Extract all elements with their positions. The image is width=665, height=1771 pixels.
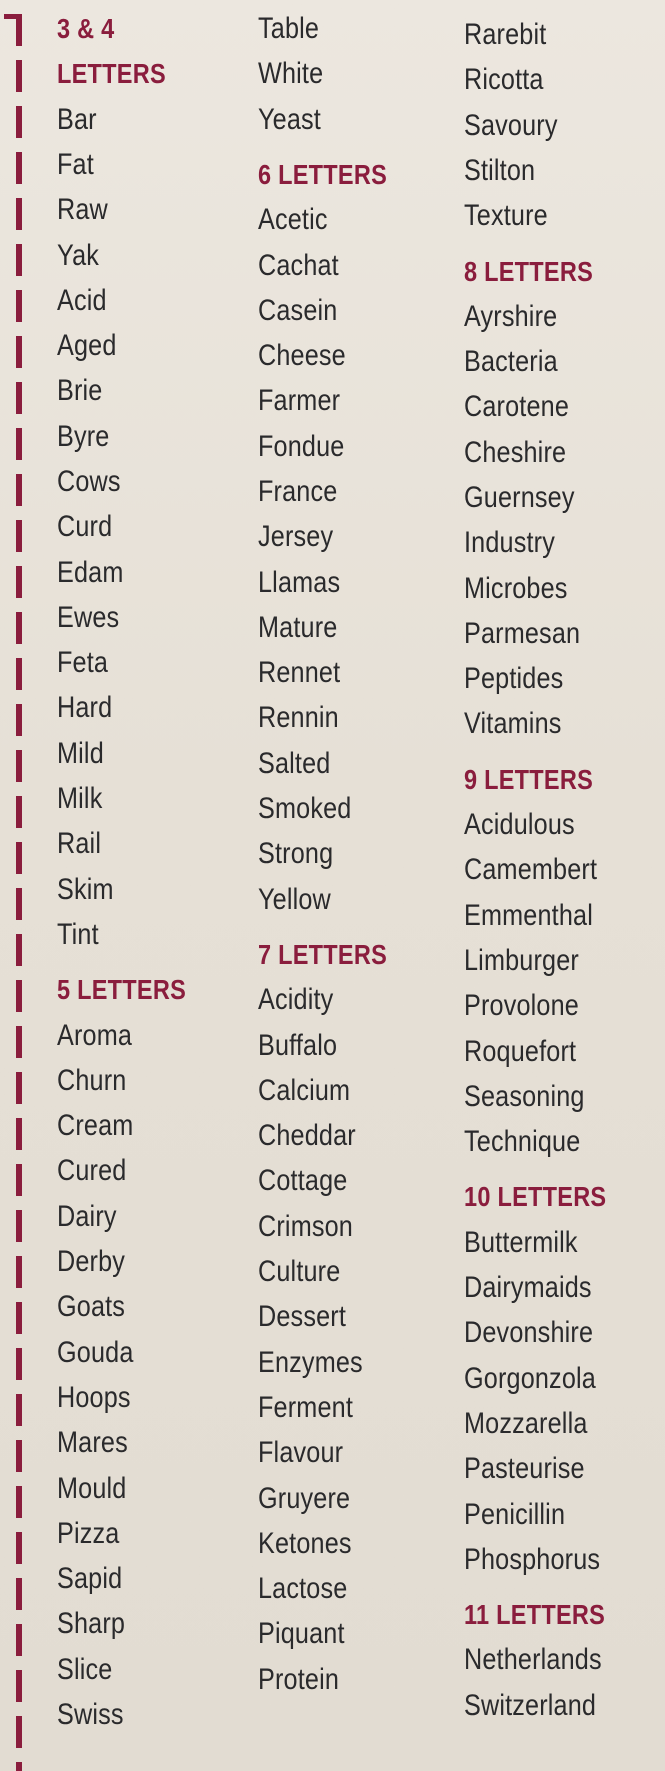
word-item: Bar — [57, 103, 97, 136]
word-item: Lactose — [258, 1572, 348, 1605]
word-item: Acetic — [258, 203, 328, 236]
word-item: Cottage — [258, 1164, 348, 1197]
word-item: Cheddar — [258, 1119, 356, 1152]
word-item: Aroma — [57, 1019, 133, 1052]
word-item: Hard — [57, 691, 113, 724]
word-item: Fondue — [258, 430, 345, 463]
word-item: Switzerland — [464, 1689, 597, 1722]
word-item: Penicillin — [464, 1498, 566, 1531]
section-heading: 8 LETTERS — [464, 256, 594, 287]
word-item: Carotene — [464, 390, 570, 423]
section-heading: 6 LETTERS — [258, 159, 388, 190]
section-heading: 7 LETTERS — [258, 939, 388, 970]
word-item: Aged — [57, 329, 117, 362]
word-item: Acid — [57, 284, 107, 317]
word-item: Guernsey — [464, 481, 575, 514]
word-item: Bacteria — [464, 345, 558, 378]
word-item: Crimson — [258, 1210, 353, 1243]
word-item: Rennin — [258, 701, 339, 734]
word-item: Ayrshire — [464, 300, 558, 333]
word-item: Ricotta — [464, 63, 544, 96]
word-item: Parmesan — [464, 617, 581, 650]
word-item: Hoops — [57, 1381, 131, 1414]
word-item: Ketones — [258, 1527, 352, 1560]
word-item: Farmer — [258, 384, 341, 417]
word-item: Devonshire — [464, 1316, 594, 1349]
word-item: Strong — [258, 837, 334, 870]
word-item: Provolone — [464, 989, 579, 1022]
word-item: Byre — [57, 420, 110, 453]
word-item: Phosphorus — [464, 1543, 601, 1576]
word-item: Mould — [57, 1472, 127, 1505]
word-item: Vitamins — [464, 707, 562, 740]
word-item: Mild — [57, 737, 104, 770]
word-item: Savoury — [464, 109, 558, 142]
word-item: Milk — [57, 782, 103, 815]
word-item: Roquefort — [464, 1035, 577, 1068]
word-item: Llamas — [258, 566, 341, 599]
word-item: Sharp — [57, 1607, 126, 1640]
word-item: Pasteurise — [464, 1452, 585, 1485]
word-item: Churn — [57, 1064, 127, 1097]
word-item: Cheese — [258, 339, 346, 372]
word-item: Stilton — [464, 154, 536, 187]
word-item: Casein — [258, 294, 338, 327]
section-heading: 5 LETTERS — [57, 974, 187, 1005]
word-item: Table — [258, 12, 320, 45]
word-item: Swiss — [57, 1698, 124, 1731]
word-item: Yellow — [258, 883, 331, 916]
word-item: Netherlands — [464, 1643, 602, 1676]
word-item: Acidulous — [464, 808, 575, 841]
word-item: Gruyere — [258, 1482, 351, 1515]
word-item: Rarebit — [464, 18, 547, 51]
word-item: Skim — [57, 873, 114, 906]
word-item: Fat — [57, 148, 94, 181]
word-item: Piquant — [258, 1617, 345, 1650]
word-item: Dairy — [57, 1200, 117, 1233]
word-item: Calcium — [258, 1074, 351, 1107]
word-item: Gouda — [57, 1336, 134, 1369]
word-item: Dessert — [258, 1300, 347, 1333]
section-heading: LETTERS — [57, 58, 166, 89]
word-item: Acidity — [258, 983, 334, 1016]
word-item: Peptides — [464, 662, 564, 695]
word-item: Culture — [258, 1255, 341, 1288]
word-item: Jersey — [258, 520, 334, 553]
word-item: Raw — [57, 193, 108, 226]
word-item: Industry — [464, 526, 555, 559]
word-item: Cured — [57, 1154, 127, 1187]
word-item: Sapid — [57, 1562, 123, 1595]
word-item: Technique — [464, 1125, 581, 1158]
word-item: Microbes — [464, 572, 568, 605]
word-item: France — [258, 475, 338, 508]
word-item: Edam — [57, 556, 124, 589]
word-item: Smoked — [258, 792, 352, 825]
word-item: Ewes — [57, 601, 120, 634]
word-item: Buttermilk — [464, 1226, 578, 1259]
word-item: Seasoning — [464, 1080, 585, 1113]
word-item: Camembert — [464, 853, 598, 886]
word-column-2 — [258, 0, 468, 1771]
word-item: Rennet — [258, 656, 341, 689]
word-item: Yak — [57, 239, 100, 272]
word-item: Slice — [57, 1653, 113, 1686]
word-item: Flavour — [258, 1436, 344, 1469]
word-item: Emmenthal — [464, 899, 593, 932]
section-heading: 10 LETTERS — [464, 1181, 607, 1212]
word-item: Curd — [57, 510, 113, 543]
word-item: Mares — [57, 1426, 128, 1459]
word-item: Ferment — [258, 1391, 354, 1424]
word-item: Texture — [464, 199, 548, 232]
word-item: Mozzarella — [464, 1407, 588, 1440]
word-item: Mature — [258, 611, 338, 644]
word-item: Yeast — [258, 103, 321, 136]
word-item: Tint — [57, 918, 99, 951]
word-item: Cachat — [258, 249, 339, 282]
dashed-border — [16, 14, 22, 1771]
word-item: Goats — [57, 1290, 126, 1323]
word-item: Cream — [57, 1109, 134, 1142]
word-item: Brie — [57, 374, 103, 407]
section-heading: 11 LETTERS — [464, 1599, 606, 1630]
word-column-3 — [464, 0, 665, 1771]
word-item: Limburger — [464, 944, 579, 977]
word-item: Salted — [258, 747, 331, 780]
word-item: Protein — [258, 1663, 340, 1696]
word-column-1 — [57, 0, 267, 1771]
word-item: Dairymaids — [464, 1271, 592, 1304]
word-item: Buffalo — [258, 1029, 338, 1062]
word-item: Derby — [57, 1245, 126, 1278]
word-item: Cheshire — [464, 436, 567, 469]
section-heading: 9 LETTERS — [464, 764, 594, 795]
word-item: Rail — [57, 827, 102, 860]
section-heading: 3 & 4 — [57, 13, 115, 44]
word-item: Pizza — [57, 1517, 120, 1550]
word-item: Feta — [57, 646, 109, 679]
word-item: Gorgonzola — [464, 1362, 596, 1395]
word-item: White — [258, 57, 324, 90]
word-item: Cows — [57, 465, 121, 498]
word-item: Enzymes — [258, 1346, 363, 1379]
